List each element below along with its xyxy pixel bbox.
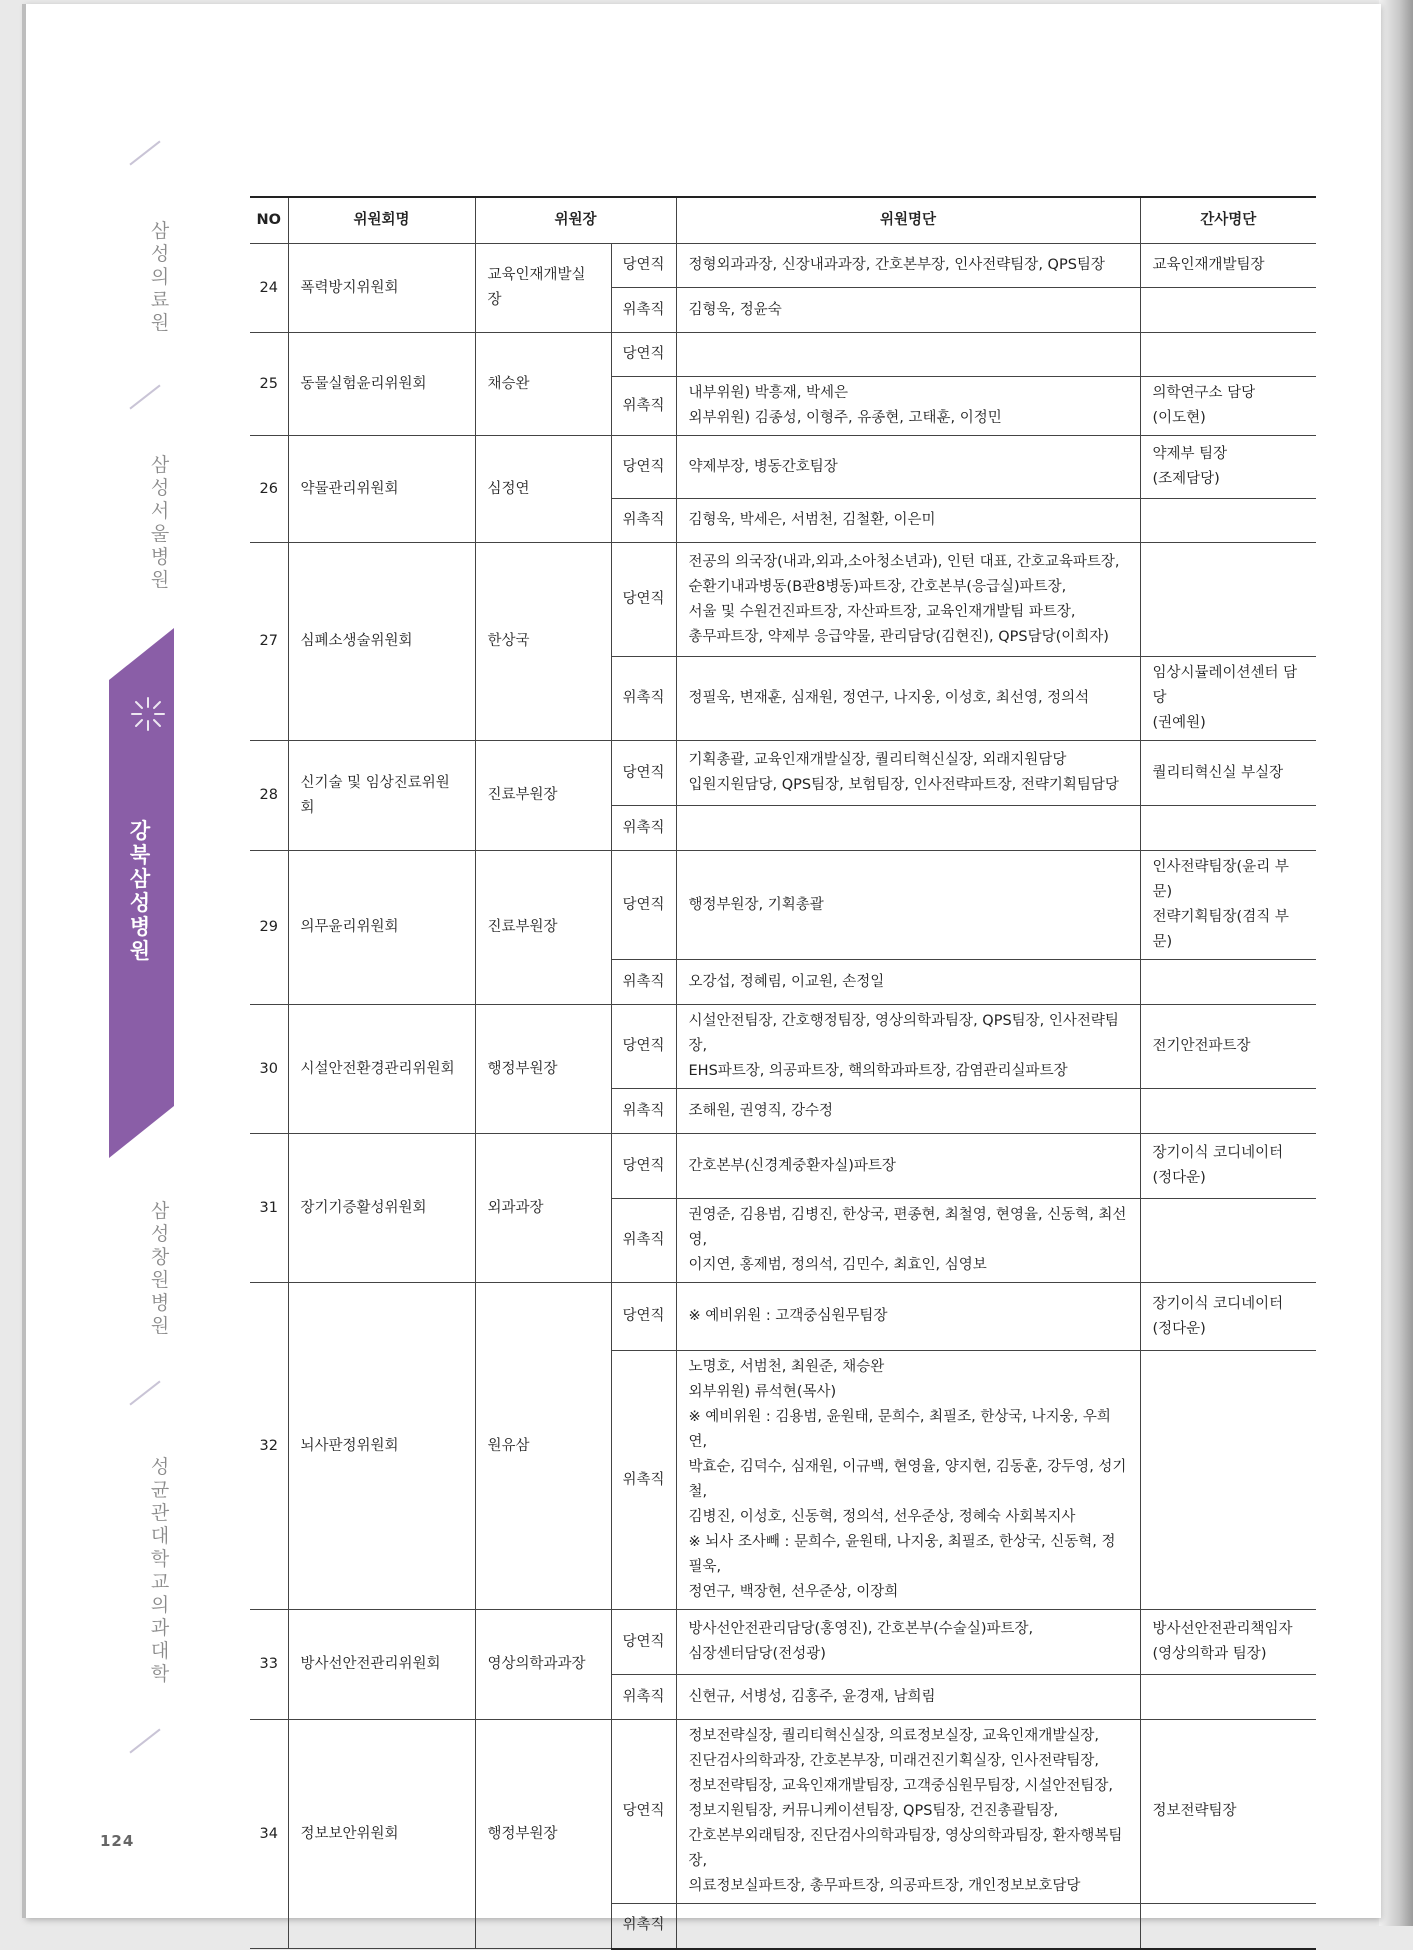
member-type-ex-officio: 당연직 [611, 244, 676, 288]
committee-name: 의무윤리위원회 [288, 851, 475, 1005]
divider-slash [129, 141, 160, 166]
ex-officio-secretary: 장기이식 코디네이터 (정다운) [1140, 1134, 1316, 1199]
committee-name: 정보보안위원회 [288, 1720, 475, 1949]
committee-number: 24 [250, 244, 288, 333]
appointed-secretary [1140, 1675, 1316, 1720]
page-curl-edge [1379, 0, 1413, 1926]
table-row [250, 741, 1316, 806]
header-members: 위원명단 [676, 197, 1140, 244]
committee-name: 신기술 및 임상진료위원회 [288, 741, 475, 851]
ex-officio-secretary: 정보전략팀장 [1140, 1720, 1316, 1904]
committee-number: 30 [250, 1005, 288, 1134]
appointed-secretary: 임상시뮬레이션센터 담당 (권예원) [1140, 657, 1316, 741]
committee-name: 약물관리위원회 [288, 436, 475, 543]
table-row [250, 436, 1316, 499]
table-row [250, 543, 1316, 657]
committee-chair: 영상의학과과장 [475, 1610, 611, 1720]
member-type-appointed: 위촉직 [611, 1199, 676, 1283]
table-row [250, 333, 1316, 377]
member-type-appointed: 위촉직 [611, 960, 676, 1005]
committee-number: 26 [250, 436, 288, 543]
committee-chair: 심정연 [475, 436, 611, 543]
appointed-secretary [1140, 806, 1316, 851]
table-body [250, 244, 1316, 1949]
committee-number: 25 [250, 333, 288, 436]
committee-number: 34 [250, 1720, 288, 1949]
table-row [250, 1005, 1316, 1089]
ex-officio-members: 정형외과과장, 신장내과과장, 간호본부장, 인사전략팀장, QPS팀장 [676, 244, 1140, 288]
member-type-ex-officio: 당연직 [611, 1283, 676, 1351]
member-type-appointed: 위촉직 [611, 1675, 676, 1720]
committee-chair: 원유삼 [475, 1283, 611, 1610]
appointed-secretary [1140, 1351, 1316, 1610]
committee-number: 31 [250, 1134, 288, 1283]
committee-number: 33 [250, 1610, 288, 1720]
ex-officio-members: 정보전략실장, 퀄리티혁신실장, 의료정보실장, 교육인재개발실장, 진단검사의학과장, 간호본부장, 미래건진기획실장, 인사전략팀장, 정보전략팀장, 교육인재개발팀장, 고객중심원무팀장, 시설안전팀장, 정보지원팀장, 커뮤니케이션팀장, QPS팀장, 건진총괄팀장, 간호본부외래팀장, 진단검사의학과팀장, 영상의학과팀장, 환자행복팀장, 의료정보실파트장, 총무파트장, 의공파트장, 개인정보보호담당 [676, 1720, 1140, 1904]
table-row [250, 1720, 1316, 1904]
member-type-ex-officio: 당연직 [611, 543, 676, 657]
member-type-ex-officio: 당연직 [611, 1720, 676, 1904]
appointed-secretary [1140, 1904, 1316, 1949]
header-committee: 위원회명 [288, 197, 475, 244]
header-no: NO [250, 197, 288, 244]
divider-slash [129, 1729, 160, 1754]
member-type-appointed: 위촉직 [611, 1904, 676, 1949]
appointed-secretary [1140, 1199, 1316, 1283]
appointed-members: 신현규, 서병성, 김홍주, 윤경재, 남희림 [676, 1675, 1140, 1720]
side-navigation [26, 4, 174, 1918]
committee-name: 뇌사판정위원회 [288, 1283, 475, 1610]
table-row [250, 244, 1316, 288]
ex-officio-secretary: 전기안전파트장 [1140, 1005, 1316, 1089]
ex-officio-members: 전공의 의국장(내과,외과,소아청소년과), 인턴 대표, 간호교육파트장, 순환기내과병동(B관8병동)파트장, 간호본부(응급실)파트장, 서울 및 수원건진파트장, 자산파트장, 교육인재개발팀 파트장, 총무파트장, 약제부 응급약물, 관리담당(김현진), QPS담당(이희자) [676, 543, 1140, 657]
side-nav-item-samsung-seoul[interactable]: 삼성서울병원 [150, 454, 170, 591]
appointed-members: 김형욱, 박세은, 서범천, 김철환, 이은미 [676, 499, 1140, 543]
ex-officio-secretary: 퀄리티혁신실 부실장 [1140, 741, 1316, 806]
committee-chair: 교육인재개발실장 [475, 244, 611, 333]
member-type-ex-officio: 당연직 [611, 1005, 676, 1089]
member-type-appointed: 위촉직 [611, 657, 676, 741]
committee-number: 32 [250, 1283, 288, 1610]
appointed-members [676, 1904, 1140, 1949]
appointed-secretary [1140, 1089, 1316, 1134]
table-row [250, 1134, 1316, 1199]
appointed-members: 조해원, 권영직, 강수정 [676, 1089, 1140, 1134]
sparkle-icon [130, 696, 166, 732]
member-type-ex-officio: 당연직 [611, 851, 676, 960]
appointed-members: 권영준, 김용범, 김병진, 한상국, 편종현, 최철영, 현영율, 신동혁, 최선영, 이지연, 홍제범, 정의석, 김민수, 최효인, 심영보 [676, 1199, 1140, 1283]
member-type-ex-officio: 당연직 [611, 333, 676, 377]
page-number: 124 [100, 1832, 135, 1850]
ex-officio-secretary: 장기이식 코디네이터 (정다운) [1140, 1283, 1316, 1351]
appointed-members: 노명호, 서범천, 최원준, 채승완 외부위원) 류석현(목사) ※ 예비위원 : 김용범, 윤원태, 문희수, 최필조, 한상국, 나지웅, 우희연, 박효순, 김덕수, 심재원, 이규백, 현영율, 양지현, 김동훈, 강두영, 성기철, 김병진, 이성호, 신동혁, 정의석, 선우준상, 정혜숙 사회복지사 ※ 뇌사 조사빼 : 문희수, 윤원태, 나지웅, 최필조, 한상국, 신동혁, 정필욱, 정연구, 백장현, 선우준상, 이장희 [676, 1351, 1140, 1610]
committee-chair: 채승완 [475, 333, 611, 436]
appointed-secretary [1140, 288, 1316, 333]
committee-chair: 행정부원장 [475, 1005, 611, 1134]
member-type-appointed: 위촉직 [611, 499, 676, 543]
appointed-members: 김형욱, 정윤숙 [676, 288, 1140, 333]
side-nav-item-samsung-changwon[interactable]: 삼성창원병원 [150, 1200, 170, 1337]
committee-name: 폭력방지위원회 [288, 244, 475, 333]
committee-chair: 진료부원장 [475, 741, 611, 851]
appointed-members [676, 806, 1140, 851]
ex-officio-members: 기획총괄, 교육인재개발실장, 퀄리티혁신실장, 외래지원담당 입원지원담당, QPS팀장, 보험팀장, 인사전략파트장, 전략기획팀담당 [676, 741, 1140, 806]
member-type-appointed: 위촉직 [611, 377, 676, 436]
side-nav-item-samsung-medical[interactable]: 삼성의료원 [150, 220, 170, 334]
ex-officio-secretary: 교육인재개발팀장 [1140, 244, 1316, 288]
ex-officio-members: 간호본부(신경계중환자실)파트장 [676, 1134, 1140, 1199]
ex-officio-secretary [1140, 333, 1316, 377]
member-type-ex-officio: 당연직 [611, 1134, 676, 1199]
divider-slash [129, 1381, 160, 1406]
ex-officio-secretary [1140, 543, 1316, 657]
ex-officio-members: ※ 예비위원 : 고객중심원무팀장 [676, 1283, 1140, 1351]
committee-name: 장기기증활성위원회 [288, 1134, 475, 1283]
member-type-ex-officio: 당연직 [611, 1610, 676, 1675]
table-row [250, 1610, 1316, 1675]
appointed-secretary [1140, 960, 1316, 1005]
ex-officio-members: 시설안전팀장, 간호행정팀장, 영상의학과팀장, QPS팀장, 인사전략팀장, EHS파트장, 의공파트장, 핵의학과파트장, 감염관리실파트장 [676, 1005, 1140, 1089]
committee-name: 동물실험윤리위원회 [288, 333, 475, 436]
member-type-appointed: 위촉직 [611, 806, 676, 851]
committee-name: 시설안전환경관리위원회 [288, 1005, 475, 1134]
member-type-appointed: 위촉직 [611, 288, 676, 333]
committee-name: 심폐소생술위원회 [288, 543, 475, 741]
ex-officio-secretary: 인사전략팀장(윤리 부문) 전략기획팀장(겸직 부문) [1140, 851, 1316, 960]
ex-officio-secretary: 약제부 팀장 (조제담당) [1140, 436, 1316, 499]
table-row [250, 1283, 1316, 1351]
member-type-appointed: 위촉직 [611, 1089, 676, 1134]
ex-officio-members: 약제부장, 병동간호팀장 [676, 436, 1140, 499]
table-row [250, 851, 1316, 960]
member-type-ex-officio: 당연직 [611, 741, 676, 806]
committee-table [250, 196, 1316, 1950]
appointed-secretary [1140, 499, 1316, 543]
committee-chair: 한상국 [475, 543, 611, 741]
divider-slash [129, 385, 160, 410]
ex-officio-members: 방사선안전관리담당(홍영진), 간호본부(수술실)파트장, 심장센터담당(전성광) [676, 1610, 1140, 1675]
ex-officio-members [676, 333, 1140, 377]
table-header-row [250, 197, 1316, 244]
member-type-appointed: 위촉직 [611, 1351, 676, 1610]
header-chair: 위원장 [475, 197, 676, 244]
appointed-members: 내부위원) 박흥재, 박세은 외부위원) 김종성, 이형주, 유종현, 고태훈, 이정민 [676, 377, 1140, 436]
side-nav-item-kangbuk-samsung[interactable]: 강북삼성병원 [129, 819, 151, 963]
committee-number: 27 [250, 543, 288, 741]
committee-number: 28 [250, 741, 288, 851]
committee-chair: 행정부원장 [475, 1720, 611, 1949]
appointed-secretary: 의학연구소 담당 (이도현) [1140, 377, 1316, 436]
appointed-members: 오강섭, 정혜림, 이교원, 손정일 [676, 960, 1140, 1005]
ex-officio-members: 행정부원장, 기획총괄 [676, 851, 1140, 960]
committee-name: 방사선안전관리위원회 [288, 1610, 475, 1720]
committee-number: 29 [250, 851, 288, 1005]
member-type-ex-officio: 당연직 [611, 436, 676, 499]
side-nav-item-skku-medicine[interactable]: 성균관대학교 의과대학 [150, 1456, 170, 1685]
committee-chair: 외과과장 [475, 1134, 611, 1283]
appointed-members: 정필욱, 변재훈, 심재원, 정연구, 나지웅, 이성호, 최선영, 정의석 [676, 657, 1140, 741]
committee-chair: 진료부원장 [475, 851, 611, 1005]
ex-officio-secretary: 방사선안전관리책임자 (영상의학과 팀장) [1140, 1610, 1316, 1675]
header-secretary: 간사명단 [1140, 197, 1316, 244]
